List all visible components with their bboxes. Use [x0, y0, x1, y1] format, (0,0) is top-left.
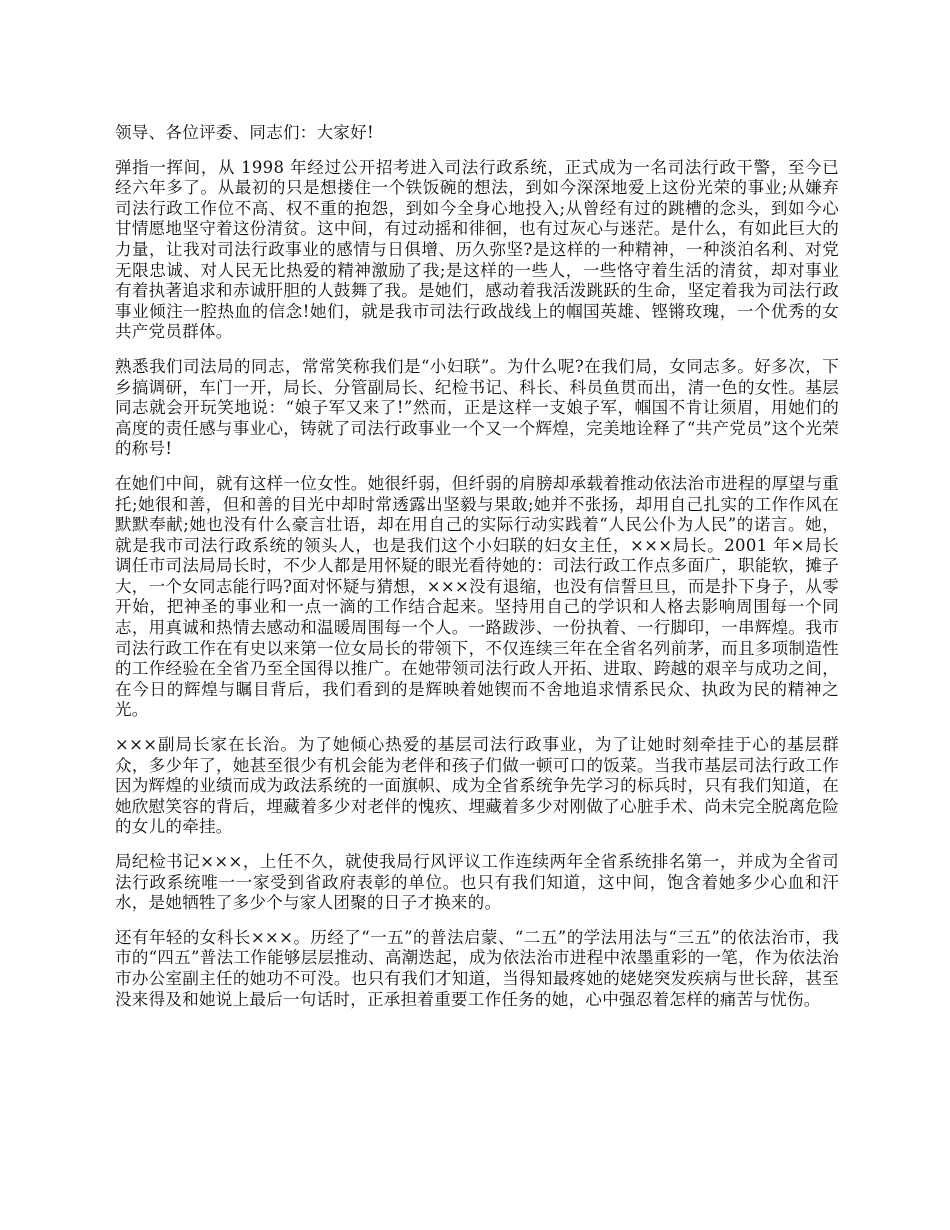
- paragraph-4: ×××副局长家在长治。为了她倾心热爱的基层司法行政事业，为了让她时刻牵挂于心的基层群众，多少年了，她甚至很少有机会能为老伴和孩子们做一顿可口的饭菜。当我市基层司法行政工作因为辉煌的业绩而成为政法系统的一面旗帜、成为全省系统争先学习的标兵时，只有我们知道，在她欣慰笑容的背后，埋藏着多少对老伴的愧疚、埋藏着多少对刚做了心脏手术、尚未完全脱离危险的女儿的牵挂。: [115, 735, 839, 837]
- paragraph-6: 还有年轻的女科长×××。历经了“一五”的普法启蒙、“二五”的学法用法与“三五”的依法治市，我市的“四五”普法工作能够层层推动、高潮迭起，成为依法治市进程中浓墨重彩的一笔，作为依法治市办公室副主任的她功不可没。也只有我们才知道，当得知最疼她的姥姥突发疾病与世长辞，甚至没来得及和她说上最后一句话时，正承担着重要工作任务的她，心中强忍着怎样的痛苦与忧伤。: [115, 927, 839, 1009]
- paragraph-2: 熟悉我们司法局的同志，常常笑称我们是“小妇联”。为什么呢?在我们局，女同志多。好多次，下乡搞调研，车门一开，局长、分管副局长、纪检书记、科长、科员鱼贯而出，清一色的女性。基层同志就会开玩笑地说：“娘子军又来了!”然而，正是这样一支娘子军，帼国不肯让须眉，用她们的高度的责任感与事业心，铸就了司法行政事业一个又一个辉煌，完美地诠释了“共产党员”这个光荣的称号!: [115, 356, 839, 459]
- paragraph-1: 弹指一挥间，从 1998 年经过公开招考进入司法行政系统，正式成为一名司法行政干警，至今已经六年多了。从最初的只是想搂住一个铁饭碗的想法，到如今深深地爱上这份光荣的事业;从嫌弃司法行政工作位不高、权不重的抱怨，到如今全身心地投入;从曾经有过的跳槽的念头，到如今心甘情愿地坚守着这份清贫。这中间，有过动摇和徘徊，也有过灰心与迷茫。是什么，有如此巨大的力量，让我对司法行政事业的感情与日俱增、历久弥坚?是这样的一种精神，一种淡泊名利、对党无限忠诚、对人民无比热爱的精神激励了我;是这样的一些人，一些恪守着生活的清贫，却对事业有着执著追求和赤诚肝胆的人鼓舞了我。是她们，感动着我活泼跳跃的生命，坚定着我为司法行政事业倾注一腔热血的信念!她们，就是我市司法行政战线上的帼国英雄、铿锵玫瑰，一个优秀的女共产党员群体。: [115, 157, 839, 342]
- greeting-line: 领导、各位评委、同志们：大家好!: [115, 123, 374, 142]
- document-body: [115, 123, 839, 1024]
- paragraph-3: 在她们中间，就有这样一位女性。她很纤弱，但纤弱的肩膀却承载着推动依法治市进程的厚望与重托;她很和善，但和善的目光中却时常透露出坚毅与果敢;她并不张扬，却用自己扎实的工作作风在默默奉献;她也没有什么豪言壮语，却在用自己的实际行动实践着“人民公仆为人民”的诺言。她，就是我市司法行政系统的领头人，也是我们这个小妇联的妇女主任，×××局长。2001 年×局长调任市司法局局长时，不少人都是用怀疑的眼光看待她的：司法行政工作点多面广，职能软，摊子大，一个女同志能行吗?面对怀疑与猜想，×××没有退缩，也没有信誓旦旦，而是扑下身子，从零开始，把神圣的事业和一点一滴的工作结合起来。坚持用自己的学识和人格去影响周围每一个同志，用真诚和热情去感动和温暖周围每一个人。一路跋涉、一份执着、一行脚印，一串辉煌。我市司法行政工作在有史以来第一位女局长的带领下，不仅连续三年在全省名列前茅，而且多项制造性的工作经验在全省乃至全国得以推广。在她带领司法行政人开拓、进取、跨越的艰辛与成功之间，在今日的辉煌与瞩目背后，我们看到的是辉映着她锲而不舍地追求情系民众、执政为民的精神之光。: [115, 473, 839, 720]
- paragraph-5: 局纪检书记×××，上任不久，就使我局行风评议工作连续两年全省系统排名第一，并成为全省司法行政系统唯一一家受到省政府表彰的单位。也只有我们知道，这中间，饱含着她多少心血和汗水，是她牺牲了多少个与家人团聚的日子才换来的。: [115, 852, 839, 913]
